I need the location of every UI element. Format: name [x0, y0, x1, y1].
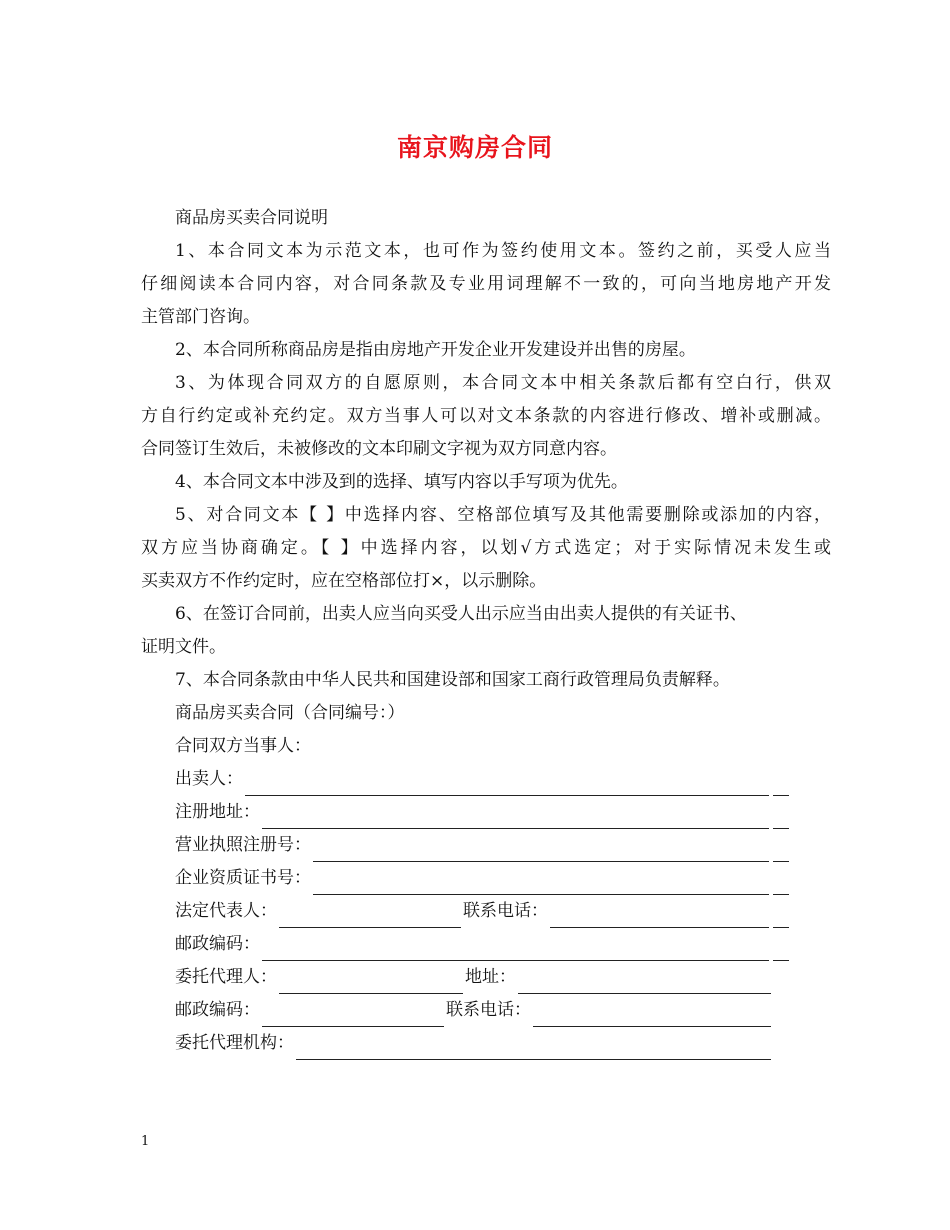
phone-label: 联系电话：	[463, 901, 548, 921]
address-label: 地址：	[465, 967, 516, 987]
agency-field[interactable]	[296, 1036, 771, 1060]
intro-item-5-line-2: 双方应当协商确定。【 】中选择内容，以划√方式选定；对于实际情况未发生或	[141, 538, 831, 558]
license-no-field[interactable]	[313, 838, 769, 862]
agent-label: 委托代理人：	[175, 967, 277, 987]
postcode-field-end	[773, 937, 789, 961]
intro-item-5-line-3: 买卖双方不作约定时，应在空格部位打×，以示删除。	[141, 571, 547, 591]
intro-item-2: 2、本合同所称商品房是指由房地产开发企业开发建设并出售的房屋。	[175, 340, 696, 360]
intro-item-4: 4、本合同文本中涉及到的选择、填写内容以手写项为优先。	[175, 472, 628, 492]
intro-item-3-line-1: 3、为体现合同双方的自愿原则，本合同文本中相关条款后都有空白行，供双	[175, 373, 831, 393]
intro-heading: 商品房买卖合同说明	[175, 208, 328, 228]
intro-item-1-line-3: 主管部门咨询。	[141, 307, 260, 327]
intro-item-6-line-2: 证明文件。	[141, 637, 226, 657]
postcode-row	[141, 928, 791, 961]
intro-item-3-line-3: 合同签订生效后，未被修改的文本印刷文字视为双方同意内容。	[141, 439, 617, 459]
phone2-label: 联系电话：	[446, 1000, 531, 1020]
address-field[interactable]	[518, 970, 771, 994]
qualification-no-label: 企业资质证书号：	[175, 868, 311, 888]
intro-item-6-line-1: 6、在签订合同前，出卖人应当向买受人出示应当由出卖人提供的有关证书、	[175, 604, 747, 624]
seller-row	[141, 763, 791, 796]
intro-item-5-line-1: 5、对合同文本【 】中选择内容、空格部位填写及其他需要删除或添加的内容，	[175, 505, 831, 525]
qualification-no-field[interactable]	[313, 871, 769, 895]
postcode2-row	[141, 994, 773, 1027]
legal-rep-row	[141, 895, 791, 928]
postcode2-field[interactable]	[262, 1003, 444, 1027]
registered-address-field[interactable]	[262, 805, 769, 829]
document-body	[141, 202, 831, 1060]
intro-item-3-line-2: 方自行约定或补充约定。双方当事人可以对文本条款的内容进行修改、增补或删减。	[141, 406, 831, 426]
contract-parties-label: 合同双方当事人：	[175, 736, 311, 756]
page-title: 南京购房合同	[396, 133, 553, 162]
seller-field[interactable]	[245, 772, 769, 796]
agency-row	[141, 1027, 773, 1060]
agent-field[interactable]	[279, 970, 463, 994]
registered-address-label: 注册地址：	[175, 802, 260, 822]
legal-rep-label: 法定代表人：	[175, 901, 277, 921]
phone2-field[interactable]	[533, 1003, 771, 1027]
registered-address-field-end	[773, 805, 789, 829]
registered-address-row	[141, 796, 791, 829]
intro-item-1-line-1: 1、本合同文本为示范文本，也可作为签约使用文本。签约之前，买受人应当	[175, 241, 831, 261]
postcode-field[interactable]	[262, 937, 769, 961]
page-number: 1	[141, 1134, 150, 1149]
postcode2-label: 邮政编码：	[175, 1000, 260, 1020]
license-no-label: 营业执照注册号：	[175, 835, 311, 855]
intro-item-7: 7、本合同条款由中华人民共和国建设部和国家工商行政管理局负责解释。	[175, 670, 730, 690]
legal-rep-field[interactable]	[279, 904, 461, 928]
contract-heading: 商品房买卖合同（合同编号：）	[175, 703, 405, 723]
phone-field-end	[773, 904, 789, 928]
agency-label: 委托代理机构：	[175, 1033, 294, 1053]
agent-row	[141, 961, 773, 994]
license-no-field-end	[773, 838, 789, 862]
qualification-no-field-end	[773, 871, 789, 895]
intro-item-1-line-2: 仔细阅读本合同内容，对合同条款及专业用词理解不一致的，可向当地房地产开发	[141, 274, 831, 294]
phone-field[interactable]	[550, 904, 769, 928]
postcode-label: 邮政编码：	[175, 934, 260, 954]
seller-label: 出卖人：	[175, 769, 243, 789]
qualification-no-row	[141, 862, 791, 895]
seller-field-end	[773, 772, 789, 796]
license-no-row	[141, 829, 791, 862]
